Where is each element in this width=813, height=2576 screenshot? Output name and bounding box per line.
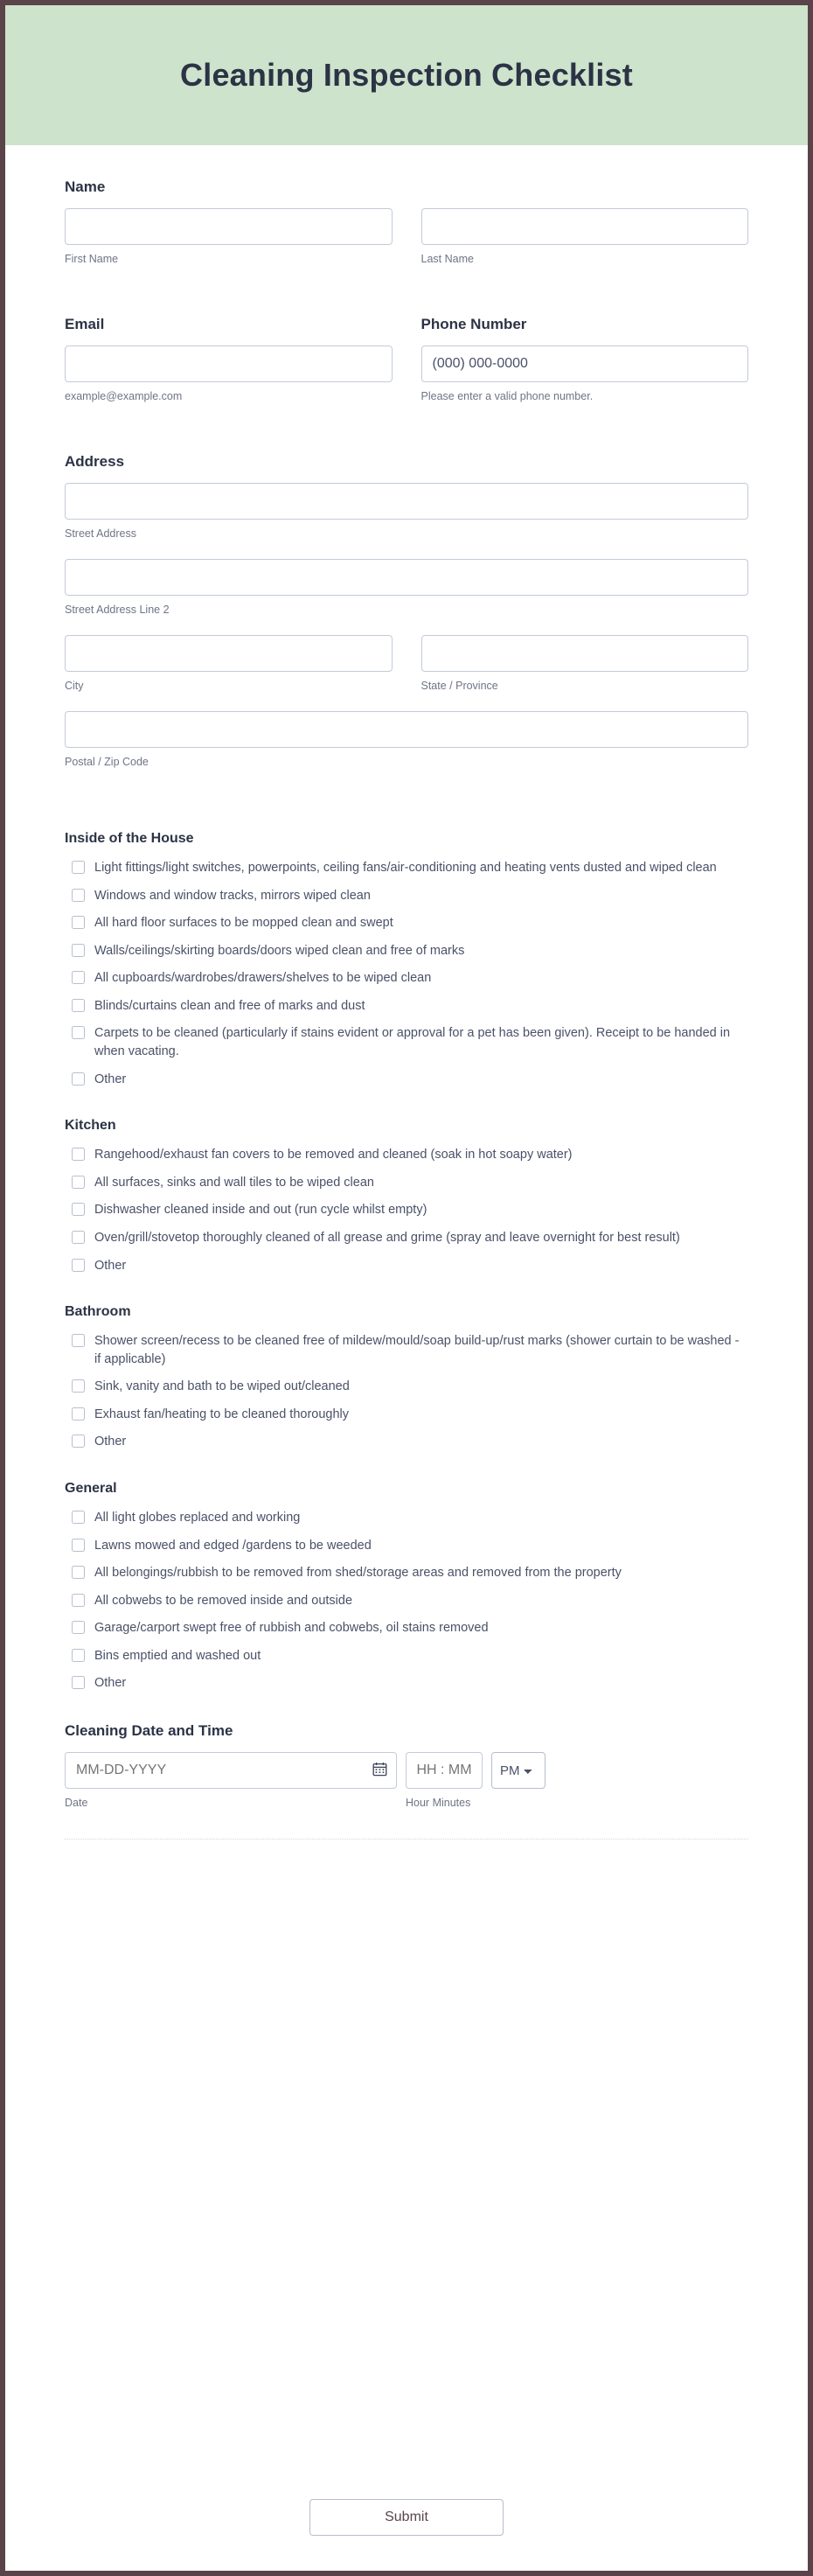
street-address-input[interactable] — [65, 483, 748, 520]
checkbox-icon[interactable] — [72, 1621, 85, 1634]
first-name-sublabel: First Name — [65, 253, 119, 265]
checklist-item[interactable] — [65, 969, 748, 988]
address-field-block — [65, 453, 748, 768]
street-address-2-sublabel: Street Address Line 2 — [65, 604, 170, 616]
checklist-item-label: All surfaces, sinks and wall tiles to be wiped clean — [94, 1175, 374, 1190]
checklist-heading: Inside of the House — [65, 831, 194, 846]
city-input[interactable] — [65, 635, 393, 672]
submit-button[interactable]: Submit — [309, 2499, 504, 2536]
email-phone-block — [65, 316, 748, 402]
checkbox-icon[interactable] — [72, 1148, 85, 1161]
checklist-item[interactable] — [65, 1201, 748, 1219]
date-sublabel: Date — [65, 1797, 88, 1810]
date-input[interactable] — [65, 1752, 397, 1789]
checklist-item[interactable] — [65, 1509, 748, 1527]
checkbox-icon[interactable] — [72, 1176, 85, 1189]
checkbox-icon[interactable] — [72, 1231, 85, 1244]
checkbox-icon[interactable] — [72, 1594, 85, 1607]
phone-label: Phone Number — [420, 316, 527, 332]
checkbox-icon[interactable] — [72, 999, 85, 1012]
phone-sublabel: Please enter a valid phone number. — [420, 390, 594, 402]
form-body — [5, 145, 808, 2469]
last-name-sublabel: Last Name — [420, 253, 474, 265]
checkbox-icon[interactable] — [72, 1072, 85, 1086]
checklist-item-label: All cupboards/wardrobes/drawers/shelves to be wiped clean — [94, 971, 432, 986]
checklist-item[interactable] — [65, 1257, 748, 1275]
checklist-section — [65, 831, 748, 1088]
checklist-item-label: Other — [94, 1676, 127, 1691]
city-state-row — [65, 635, 748, 692]
checkbox-icon[interactable] — [72, 1026, 85, 1039]
checklist-root — [65, 831, 748, 1693]
time-sublabel: Hour Minutes — [406, 1797, 471, 1810]
checkbox-icon[interactable] — [72, 916, 85, 929]
checkbox-icon[interactable] — [72, 861, 85, 874]
checklist-item-label: Bins emptied and washed out — [94, 1648, 261, 1663]
street-address-col — [65, 483, 748, 540]
city-sublabel: City — [65, 680, 84, 692]
ampm-select[interactable] — [491, 1752, 545, 1789]
form-footer — [5, 2469, 808, 2571]
checklist-item-label: All belongings/rubbish to be removed from shed/storage areas and removed from the property — [94, 1566, 622, 1581]
checklist-item[interactable] — [65, 1146, 748, 1164]
checkbox-icon[interactable] — [72, 889, 85, 902]
checklist-item[interactable] — [65, 1619, 748, 1637]
checklist-item[interactable] — [65, 1229, 748, 1247]
name-field-block — [65, 178, 748, 265]
checklist-item-label: Dishwasher cleaned inside and out (run cycle whilst empty) — [94, 1203, 427, 1218]
checklist-item[interactable] — [65, 1647, 748, 1665]
date-wrap — [65, 1752, 397, 1789]
checkbox-icon[interactable] — [72, 971, 85, 984]
checklist-item[interactable] — [65, 914, 748, 932]
time-input[interactable] — [406, 1752, 483, 1789]
street-address-sublabel: Street Address — [65, 527, 136, 540]
checklist-item-label: Walls/ceilings/skirting boards/doors wiped clean and free of marks — [94, 943, 465, 958]
datetime-row — [65, 1752, 748, 1789]
checkbox-icon[interactable] — [72, 1649, 85, 1662]
phone-input[interactable] — [421, 346, 749, 382]
checklist-item-label: All hard floor surfaces to be mopped clean and swept — [94, 916, 393, 931]
checklist-item[interactable] — [65, 859, 748, 877]
street-address-2-col — [65, 559, 748, 616]
checkbox-icon[interactable] — [72, 1203, 85, 1216]
email-label: Email — [65, 316, 105, 332]
checkbox-icon[interactable] — [72, 1566, 85, 1579]
datetime-label: Cleaning Date and Time — [65, 1722, 233, 1740]
name-row — [65, 208, 748, 265]
checklist-item[interactable] — [65, 1674, 748, 1693]
street-address-2-input[interactable] — [65, 559, 748, 596]
datetime-field-block — [65, 1722, 748, 1809]
checklist-heading: Kitchen — [65, 1118, 116, 1134]
checkbox-icon[interactable] — [72, 1511, 85, 1524]
datetime-sublabels — [65, 1797, 748, 1809]
checklist-item[interactable] — [65, 1433, 748, 1451]
checklist-item-label: Garage/carport swept free of rubbish and cobwebs, oil stains removed — [94, 1621, 489, 1636]
page-title: Cleaning Inspection Checklist — [180, 57, 633, 93]
checklist-item[interactable] — [65, 1378, 748, 1396]
checklist-item-label: Other — [94, 1072, 127, 1086]
calendar-icon[interactable] — [372, 1762, 387, 1777]
checkbox-icon[interactable] — [72, 1334, 85, 1347]
checklist-section — [65, 1481, 748, 1693]
email-phone-row — [65, 316, 748, 402]
checkbox-icon[interactable] — [72, 944, 85, 957]
last-name-col — [421, 208, 749, 265]
checklist-item-label: Windows and window tracks, mirrors wiped clean — [94, 888, 371, 903]
checklist-heading: General — [65, 1480, 117, 1496]
checklist-item-label: All cobwebs to be removed inside and outside — [94, 1593, 353, 1608]
checklist-heading: Bathroom — [65, 1304, 131, 1320]
checklist-item[interactable] — [65, 887, 748, 905]
email-input[interactable] — [65, 346, 393, 382]
checklist-item-label: Rangehood/exhaust fan covers to be removed and cleaned (soak in hot soapy water) — [94, 1148, 573, 1162]
checklist-item-label: Other — [94, 1435, 127, 1449]
checklist-item[interactable] — [65, 1332, 748, 1368]
checkbox-icon[interactable] — [72, 1435, 85, 1448]
checklist-item[interactable] — [65, 1537, 748, 1555]
form-header — [5, 5, 808, 145]
footer-divider — [65, 1839, 748, 1840]
checklist-item-label: Sink, vanity and bath to be wiped out/cleaned — [94, 1379, 350, 1394]
checklist-item-label: Oven/grill/stovetop thoroughly cleaned of all grease and grime (spray and leave overnight for best result) — [94, 1230, 680, 1245]
state-col — [421, 635, 749, 692]
checklist-item[interactable] — [65, 1174, 748, 1192]
checklist-item[interactable] — [65, 1564, 748, 1582]
checklist-item-label: Carpets to be cleaned (particularly if stains evident or approval for a pet has been given). Receipt to be handed in when vacating. — [94, 1026, 731, 1059]
checkbox-icon[interactable] — [72, 1407, 85, 1421]
postal-code-col — [65, 711, 748, 768]
checklist-item-label: Other — [94, 1258, 127, 1273]
checklist-item[interactable] — [65, 942, 748, 960]
email-col — [65, 316, 393, 402]
email-sublabel: example@example.com — [65, 390, 183, 402]
phone-col — [421, 316, 749, 402]
checkbox-icon[interactable] — [72, 1259, 85, 1272]
checkbox-icon[interactable] — [72, 1539, 85, 1552]
checklist-item-label: Light fittings/light switches, powerpoints, ceiling fans/air-conditioning and heating vents dusted and wiped clean — [94, 861, 717, 875]
checklist-item[interactable] — [65, 1071, 748, 1089]
checklist-item-label: Exhaust fan/heating to be cleaned thoroughly — [94, 1407, 350, 1421]
postal-code-input[interactable] — [65, 711, 748, 748]
checklist-section — [65, 1118, 748, 1274]
checklist-item[interactable] — [65, 1406, 748, 1424]
first-name-col — [65, 208, 393, 265]
checklist-item[interactable] — [65, 997, 748, 1016]
name-label: Name — [65, 178, 106, 195]
state-input[interactable] — [421, 635, 749, 672]
last-name-input[interactable] — [421, 208, 749, 245]
checklist-item-label: All light globes replaced and working — [94, 1510, 301, 1525]
checklist-item[interactable] — [65, 1024, 748, 1060]
checklist-item-label: Blinds/curtains clean and free of marks and dust — [94, 998, 365, 1013]
checklist-section — [65, 1304, 748, 1451]
form-container — [5, 5, 808, 2571]
state-sublabel: State / Province — [420, 680, 498, 692]
checkbox-icon[interactable] — [72, 1676, 85, 1689]
checklist-item[interactable] — [65, 1592, 748, 1610]
address-label: Address — [65, 453, 125, 470]
city-col — [65, 635, 393, 692]
checklist-item-label: Shower screen/recess to be cleaned free of mildew/mould/soap build-up/rust marks (shower curtain to be washed - if applicable) — [94, 1334, 740, 1366]
first-name-input[interactable] — [65, 208, 393, 245]
checkbox-icon[interactable] — [72, 1379, 85, 1393]
checklist-item-label: Lawns mowed and edged /gardens to be weeded — [94, 1538, 372, 1553]
postal-code-sublabel: Postal / Zip Code — [65, 756, 149, 768]
